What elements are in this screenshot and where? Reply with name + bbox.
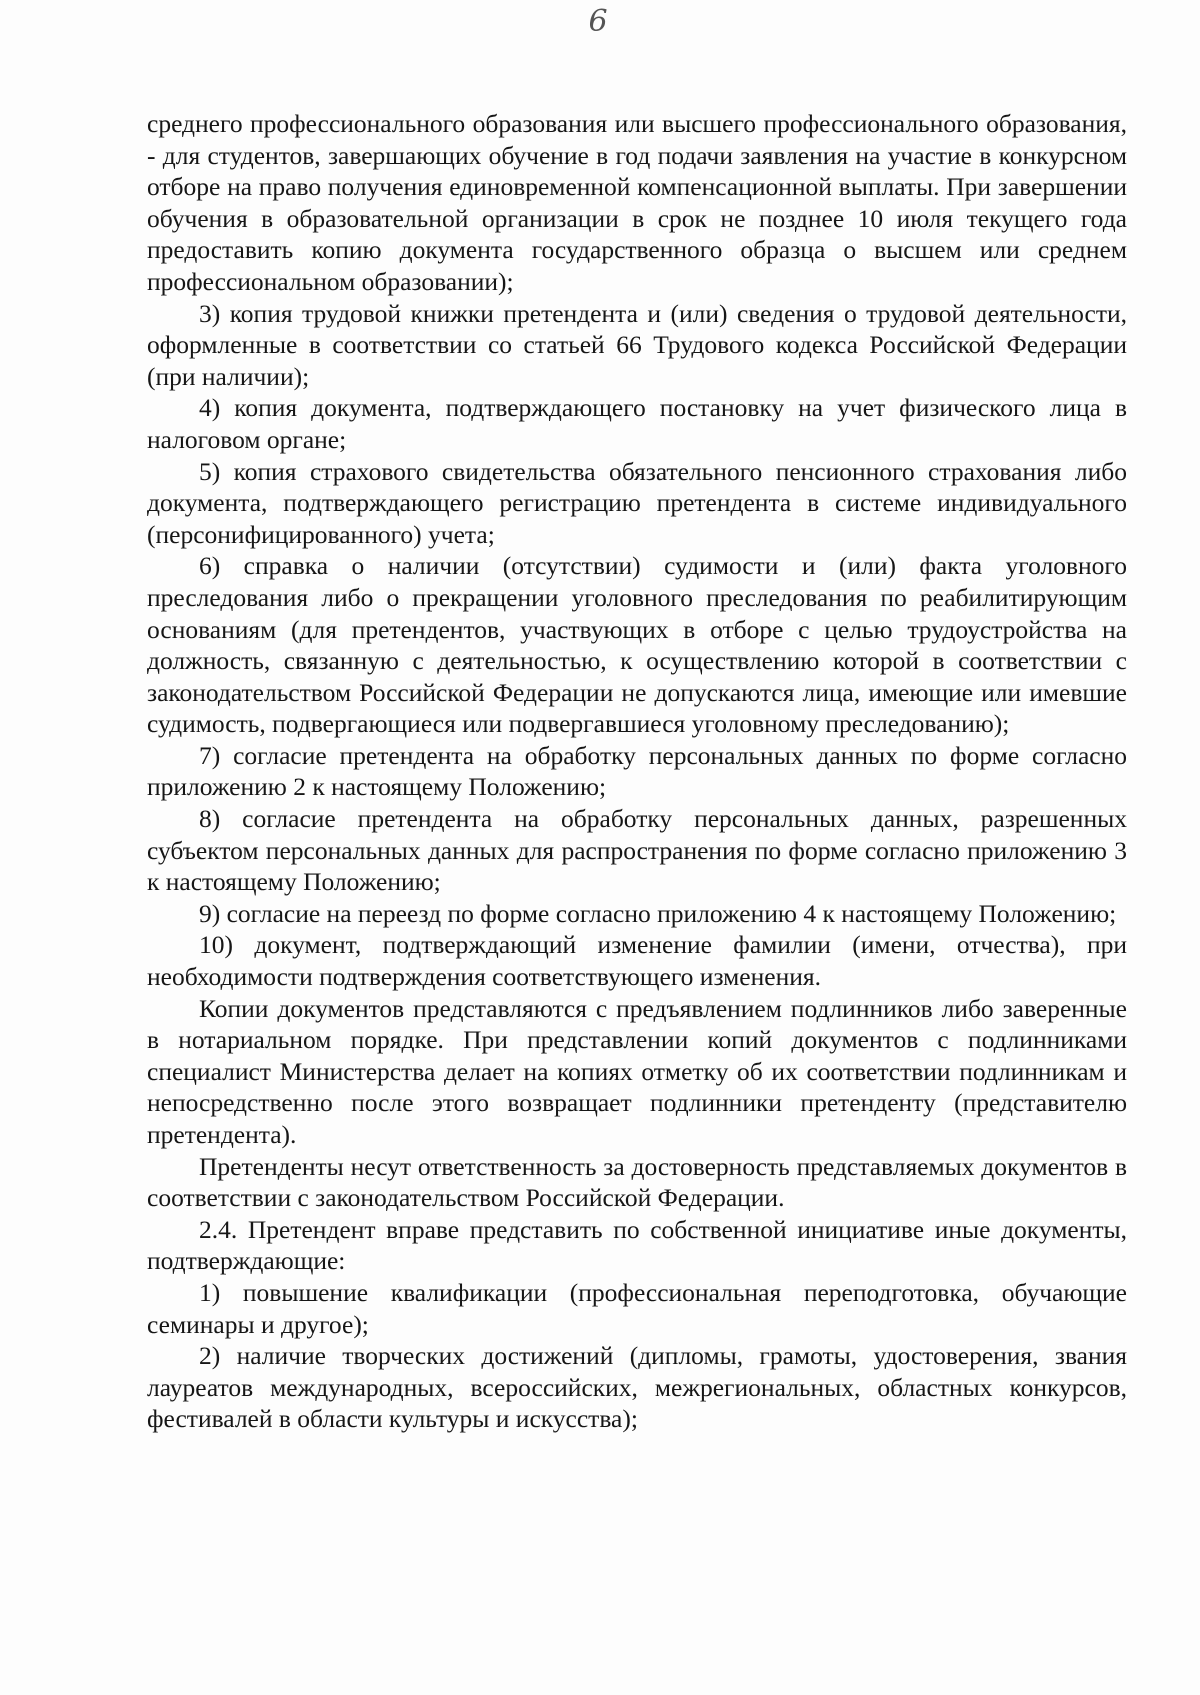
paragraph-subitem-1: 1) повышение квалификации (профессиональная переподготовка, обучающие семинары и другое); <box>147 1277 1127 1339</box>
paragraph-item-4: 4) копия документа, подтверждающего постановку на учет физического лица в налоговом органе; <box>147 393 1127 454</box>
page-number: 6 <box>588 4 608 39</box>
paragraph-item-3: 3) копия трудовой книжки претендента и (или) сведения о трудовой деятельности, оформленные в соответствии со статьей 66 Трудового кодекса Российской Федерации (при наличии); <box>147 298 1127 391</box>
paragraph-item-10: 10) документ, подтверждающий изменение фамилии (имени, отчества), при необходимости подтверждения соответствующего изменения. <box>147 930 1127 992</box>
paragraph-section-2-4: 2.4. Претендент вправе представить по собственной инициативе иные документы, подтверждающие: <box>147 1214 1127 1276</box>
paragraph-responsibility: Претенденты несут ответственность за достоверность представляемых документов в соответствии с законодательством Российской Федерации. <box>147 1151 1127 1213</box>
paragraph-copies: Копии документов представляются с предъявлением подлинников либо заверенные в нотариальном порядке. При представлении копий документов с подлинниками специалист Министерства делает на копиях отметку об их соответствии подлинникам и непосредственно после этого возвращает подлинники претенденту (представителю претендента). <box>147 993 1127 1149</box>
paragraph-subitem-2: 2) наличие творческих достижений (дипломы, грамоты, удостоверения, звания лауреатов международных, всероссийских, межрегиональных, областных конкурсов, фестивалей в области культуры и искусства); <box>147 1341 1127 1434</box>
paragraph-continuation: среднего профессионального образования или высшего профессионального образования, - для студентов, завершающих обучение в год подачи заявления на участие в конкурсном отборе на право получения единовременной компенсационной выплаты. При завершении обучения в образовательной организации в срок не позднее 10 июля текущего года предоставить копию документа государственного образца о высшем или среднем профессиональном образовании); <box>147 109 1127 296</box>
paragraph-item-8: 8) согласие претендента на обработку персональных данных, разрешенных субъектом персональных данных для распространения по форме согласно приложению 3 к настоящему Положению; <box>147 804 1127 897</box>
paragraph-item-6: 6) справка о наличии (отсутствии) судимости и (или) факта уголовного преследования либо о прекращении уголовного преследования по реабилитирующим основаниям (для претендентов, участвующих в отборе с целью трудоустройства на должность, связанную с деятельностью, к осуществлению которой в соответствии с законодательством Российской Федерации не допускаются лица, имеющие или имевшие судимость, подвергающиеся или подвергавшиеся уголовному преследованию); <box>147 551 1127 739</box>
paragraph-item-5: 5) копия страхового свидетельства обязательного пенсионного страхования либо документа, подтверждающего регистрацию претендента в системе индивидуального (персонифицированного) учета; <box>147 456 1127 549</box>
paragraph-item-9: 9) согласие на переезд по форме согласно приложению 4 к настоящему Положению; <box>199 898 1117 928</box>
paragraph-item-7: 7) согласие претендента на обработку персональных данных по форме согласно приложению 2 к настоящему Положению; <box>147 740 1127 802</box>
document-body <box>147 108 1127 1435</box>
